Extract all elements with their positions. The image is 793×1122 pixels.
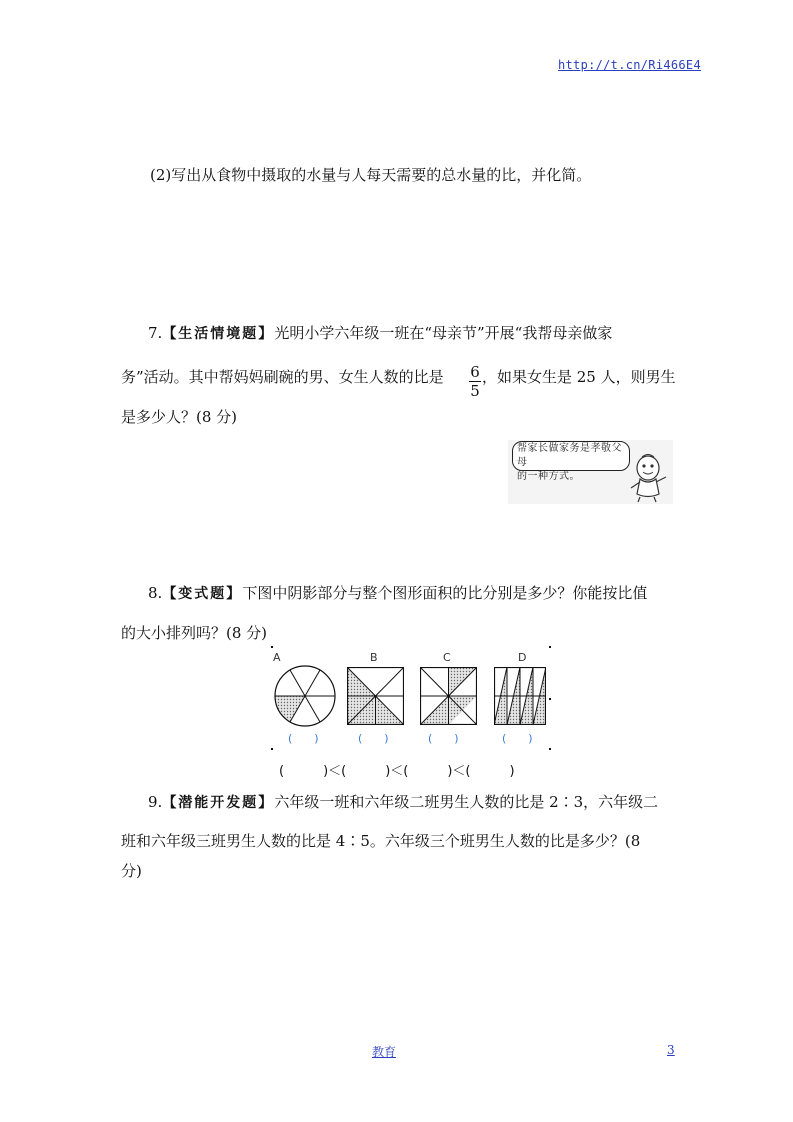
q8-number: 8. [148, 584, 163, 602]
q9-line2: 班和六年级三班男生人数的比是 4∶5。六年级三个班男生人数的比是多少？(8 [121, 832, 641, 850]
q8-order-row[interactable]: ( )＜( )＜( )＜( ) [279, 764, 515, 779]
figure-b-square [347, 667, 404, 725]
figure-c-blank[interactable]: ( ) [428, 732, 459, 745]
q9-line3: 分) [121, 862, 142, 880]
figure-d-label: D [518, 651, 527, 664]
q7-line3: 是多少人？(8 分) [121, 408, 238, 426]
figure-a-label: A [273, 651, 281, 664]
bubble-line1: 帮家长做家务是孝敬父母 [517, 443, 622, 468]
fraction-denominator: 5 [470, 382, 480, 400]
marker-dot [549, 698, 551, 700]
figure-a-blank[interactable]: ( ) [288, 732, 319, 745]
q9-line1-text: 六年级一班和六年级二班男生人数的比是 2∶3，六年级二 [274, 793, 659, 811]
q7-fraction [469, 364, 481, 399]
q7-cartoon-illustration [508, 440, 673, 504]
marker-dot [271, 646, 273, 648]
q7-line2-a: 务”活动。其中帮妈妈刷碗的男、女生人数的比是 [121, 368, 444, 386]
q9-number: 9. [148, 793, 163, 811]
figure-b-blank[interactable]: ( ) [358, 732, 389, 745]
speech-bubble [512, 441, 630, 482]
cartoon-character-icon [626, 452, 672, 504]
q8-line1-text: 下图中阴影部分与整个图形面积的比分别是多少？你能按比值 [242, 584, 648, 602]
marker-dot [549, 646, 551, 648]
figure-b-label: B [370, 651, 378, 664]
figure-c-square [420, 667, 477, 725]
q8-line1 [148, 586, 647, 602]
figure-c-label: C [443, 651, 451, 664]
q7-line2-b: ，如果女生是 25 人，则男生 [482, 368, 676, 386]
q9-line1 [148, 795, 658, 811]
footer-center-link[interactable]: 教育 [372, 1045, 397, 1059]
q8-tag: 【变式题】 [162, 586, 243, 602]
bubble-line2: 的一种方式。 [517, 471, 580, 482]
q8-line2: 的大小排列吗？(8 分) [121, 624, 268, 642]
marker-dot [549, 748, 551, 750]
page-number: 3 [667, 1043, 675, 1057]
header-link[interactable]: http://t.cn/Ri466E4 [558, 58, 701, 72]
fraction-numerator: 6 [470, 363, 480, 381]
figure-a-circle [274, 665, 336, 727]
figure-d-rectangle [494, 667, 546, 725]
q9-tag: 【潜能开发题】 [162, 795, 275, 811]
figure-d-blank[interactable]: ( ) [502, 732, 533, 745]
q7-number: 7. [148, 324, 163, 342]
q7-tag: 【生活情境题】 [162, 326, 275, 342]
marker-dot [271, 748, 273, 750]
q7-line1-text: 光明小学六年级一班在“母亲节”开展“我帮母亲做家 [274, 324, 613, 342]
q6-sub2: (2)写出从食物中摄取的水量与人每天需要的总水量的比，并化简。 [150, 166, 592, 184]
q7-line1 [148, 326, 612, 342]
